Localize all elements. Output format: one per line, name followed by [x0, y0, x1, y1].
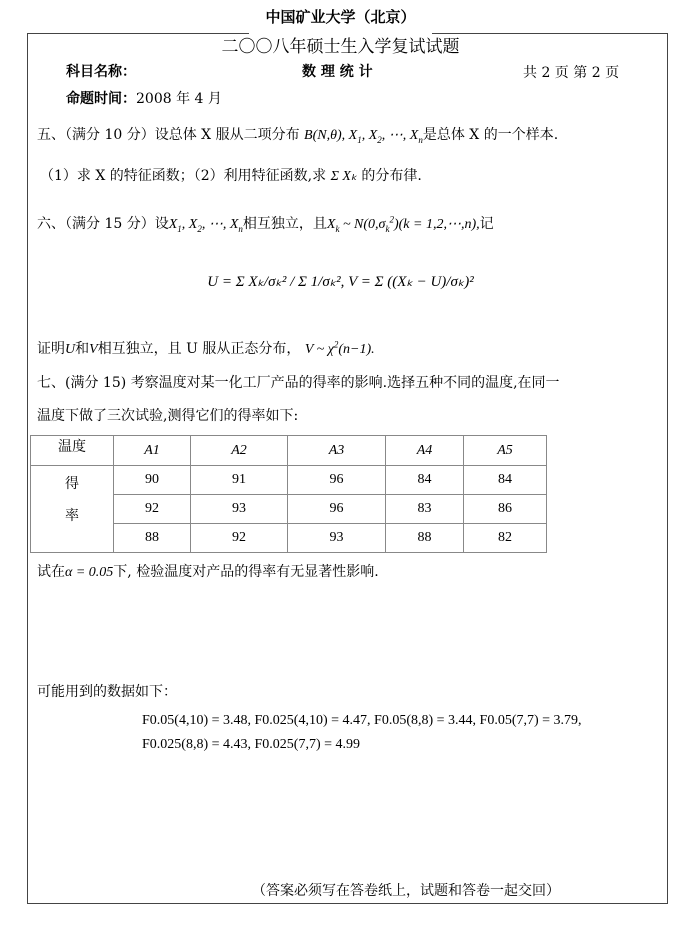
q5-line2: （1）求 X 的特征函数；（2）利用特征函数,求 Σ Xₖ 的分布律.: [40, 168, 422, 184]
q6-line1: 六、（满分 15 分）设$X_1$, $X_2$, ⋯, $X_n$相互独立，且$X_k$ ~ $N(0,\sigma_k^2)(k$ = 1,2,⋯,n),记: [37, 214, 494, 234]
table-cell: 88: [114, 524, 191, 553]
table-cell: 93: [191, 495, 288, 524]
table-cell: 86: [464, 495, 547, 524]
table-cell: 93: [288, 524, 386, 553]
q5-math: B(N,θ), $X_1$, $X_2$, ⋯, $X_n$: [304, 128, 423, 145]
q7-line3: 试在α = 0.05下, 检验温度对产品的得率有无显著性影响.: [37, 564, 379, 580]
subject-name: 数 理 统 计: [302, 64, 373, 80]
exam-title: 二〇〇八年硕士生入学复试试题: [221, 37, 460, 57]
yield-table: [30, 435, 547, 553]
table-cell: 96: [288, 495, 386, 524]
row-label: 得 率: [31, 466, 114, 553]
table-cell: 92: [191, 524, 288, 553]
table-cell: 92: [114, 495, 191, 524]
table-cell: 84: [386, 466, 464, 495]
footer-note: （答案必须写在答卷纸上，试题和答卷一起交回）: [252, 883, 560, 899]
exam-time: 2008 年 4 月: [136, 91, 222, 107]
university-name: 中国矿业大学（北京）: [265, 8, 416, 26]
time-label: 命题时间：: [66, 91, 136, 107]
q6-formula: U = Σ Xₖ/σₖ² / Σ 1/σₖ², V = Σ ((Xₖ − U)/σₖ)²: [207, 274, 474, 290]
header-cell: A1: [114, 436, 191, 466]
table-cell: 88: [386, 524, 464, 553]
table-cell: 91: [191, 466, 288, 495]
q7-line1: 七、(满分 15) 考察温度对某一化工厂产品的得率的影响.选择五种不同的温度,在同一: [37, 375, 560, 391]
subject-label: 科目名称：: [66, 64, 136, 80]
table-row: [31, 466, 547, 495]
reference-line1: F0.05(4,10) = 3.48, F0.025(4,10) = 4.47, F0.05(8,8) = 3.44, F0.05(7,7) = 3.79,: [142, 713, 582, 728]
header-cell: A2: [191, 436, 288, 466]
q7-line2: 温度下做了三次试验,测得它们的得率如下:: [37, 408, 299, 424]
header-cell: A3: [288, 436, 386, 466]
table-cell: 90: [114, 466, 191, 495]
q6-line2: 证明U和V相互独立，且 U 服从正态分布， V ~ $\chi^2(n-1)$.: [37, 339, 375, 357]
table-cell: 82: [464, 524, 547, 553]
reference-label: 可能用到的数据如下：: [37, 684, 177, 700]
header-cell: A4: [386, 436, 464, 466]
reference-line2: F0.025(8,8) = 4.43, F0.025(7,7) = 4.99: [142, 737, 361, 752]
header-cell: 温度: [31, 436, 114, 466]
sum-xk: Σ Xₖ: [330, 169, 357, 184]
table-cell: 83: [386, 495, 464, 524]
header-cell: A5: [464, 436, 547, 466]
table-cell: 96: [288, 466, 386, 495]
table-cell: 84: [464, 466, 547, 495]
q5-line1: 五、（满分 10 分）设总体 X 服从二项分布 B(N,θ), $X_1$, $X_2$, ⋯, $X_n$是总体 X 的一个样本.: [37, 127, 559, 145]
page-count: 共 2 页 第 2 页: [523, 65, 620, 81]
